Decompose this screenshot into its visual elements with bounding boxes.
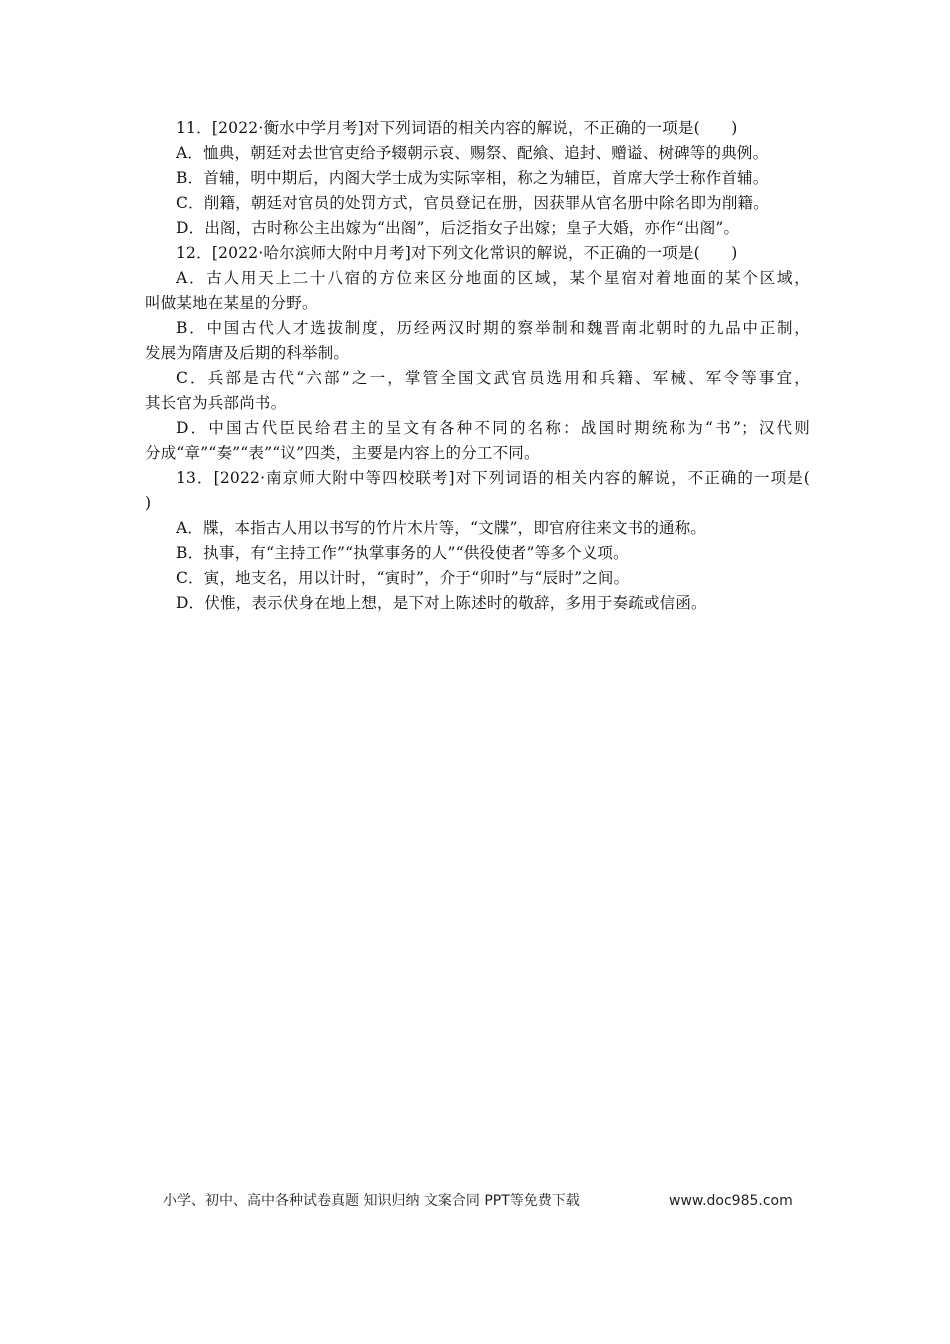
- question-13-stem-line1: 13．[2022·南京师大附中等四校联考]对下列词语的相关内容的解说，不正确的一项是(: [176, 469, 810, 487]
- question-13-option-d: D．伏惟，表示伏身在地上想，是下对上陈述时的敬辞，多用于奏疏或信函。: [176, 594, 707, 612]
- question-13-option-a: A．牒，本指古人用以书写的竹片木片等，“文牒”，即官府往来文书的通称。: [176, 519, 707, 537]
- question-12-option-b-line2: 发展为隋唐及后期的科举制。: [145, 344, 350, 362]
- question-12-option-a-line1: A．古人用天上二十八宿的方位来区分地面的区域，某个星宿对着地面的某个区域，: [176, 269, 810, 287]
- footer-text: 小学、初中、高中各种试卷真题 知识归纳 文案合同 PPT等免费下载: [163, 1193, 580, 1209]
- question-12-option-d-line2: 分成“章”“奏”“表”“议”四类，主要是内容上的分工不同。: [145, 444, 540, 462]
- question-12-stem: 12．[2022·哈尔滨师大附中月考]对下列文化常识的解说，不正确的一项是( ): [176, 244, 738, 262]
- question-11-option-d: D．出阁，古时称公主出嫁为“出阁”，后泛指女子出嫁；皇子大婚，亦作“出阁”。: [176, 219, 740, 237]
- question-13-stem-line2: ): [145, 494, 152, 512]
- question-12-option-c-line2: 其长官为兵部尚书。: [145, 394, 287, 412]
- question-12-option-a-line2: 叫做某地在某星的分野。: [145, 294, 318, 312]
- question-12-option-b-line1: B．中国古代人才选拔制度，历经两汉时期的察举制和魏晋南北朝时的九品中正制，: [176, 319, 810, 337]
- question-12-option-c-line1: C．兵部是古代“六部”之一，掌管全国文武官员选用和兵籍、军械、军令等事宜，: [176, 369, 810, 387]
- question-13-option-c: C．寅，地支名，用以计时，“寅时”，介于“卯时”与“辰时”之间。: [176, 569, 630, 587]
- question-11-option-b: B．首辅，明中期后，内阁大学士成为实际宰相，称之为辅臣，首席大学士称作首辅。: [176, 169, 769, 187]
- question-13-option-b: B．执事，有“主持工作”“执掌事务的人”“供役使者”等多个义项。: [176, 544, 629, 562]
- page-footer: [163, 1190, 793, 1212]
- question-11-option-a: A．恤典，朝廷对去世官吏给予辍朝示哀、赐祭、配飨、追封、赠谥、树碑等的典例。: [176, 144, 769, 162]
- question-12-option-d-line1: D．中国古代臣民给君主的呈文有各种不同的名称：战国时期统称为“书”；汉代则: [176, 419, 810, 437]
- footer-url: www.doc985.com: [669, 1193, 793, 1209]
- question-11-option-c: C．削籍，朝廷对官员的处罚方式，官员登记在册，因获罪从官名册中除名即为削籍。: [176, 194, 769, 212]
- question-11-stem: 11．[2022·衡水中学月考]对下列词语的相关内容的解说，不正确的一项是( ): [176, 119, 738, 137]
